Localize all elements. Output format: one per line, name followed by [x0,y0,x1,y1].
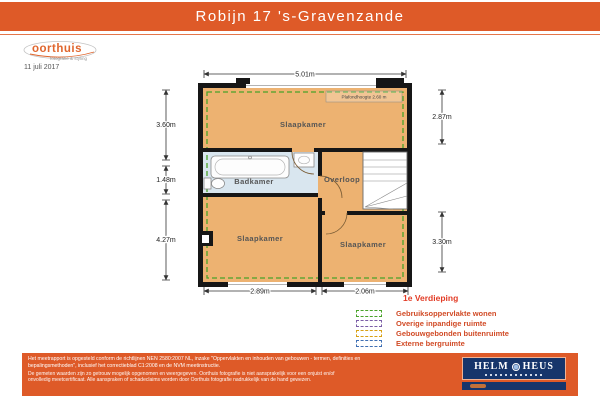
sink-icon [294,153,314,167]
logo-wordmark: oorthuis [32,43,82,55]
legend-item-bergruimte: Externe bergruimte [356,338,588,348]
svg-text:Plafondhoogte 2.60 m: Plafondhoogte 2.60 m [341,94,387,100]
room-label-landing: Overloop [323,175,361,184]
agency-logo-box [462,357,566,380]
room-label-bedroom-top: Slaapkamer [279,120,327,129]
bathtub-icon [211,156,289,178]
logo-tagline: fotografie & styling [50,56,88,61]
agency-logo-strip [462,382,566,390]
legend-item-inpandig: Overige inpandige ruimte [356,318,588,328]
legend-swatch-yellow [356,330,382,337]
room-label-bedroom-bottom-right: Slaapkamer [339,240,387,249]
dim-top-width: 5.01m [295,71,315,79]
dim-bottom-right: 2.06m [355,288,375,296]
dim-left-middle: 1.48m [156,177,176,184]
legend [356,293,588,348]
dim-right-bottom: 3.30m [432,239,452,246]
legend-swatch-green [356,310,382,317]
agency-emblem-icon [512,363,520,371]
staircase-icon [363,152,407,209]
footer-bar [22,353,578,396]
dim-left-top: 3.60m [156,122,176,129]
agency-name-left: HELM [474,361,509,372]
floor-name: 1e Verdieping [403,293,459,303]
room-label-bedroom-bottom-left: Slaapkamer [236,234,284,243]
agency-subtitle-rule [485,374,543,376]
agency-strip-mark [470,384,486,388]
legend-swatch-purple [356,320,382,327]
dim-right-top: 2.87m [432,114,452,121]
agency-logo [462,357,566,390]
legend-swatch-blue [356,340,382,347]
agency-name-right: HEUS [522,361,554,372]
disclaimer-text-2: De gemeten waarden zijn zo getrouw mogelijk opgenomen en weergegeven. Oorthuis fotografie is niet aansprakelijk voor een onjuist en/of onvolledig meetcertificaat. Alle aanspraken of schadeclaims worden door Oorthuis fotografie nadrukkelijk van de hand gewezen. [28,371,335,383]
report-date: 11 juli 2017 [24,64,60,71]
disclaimer-text-1: Het meetrapport is opgesteld conform de richtlijnen NEN 2580:2007 NL, inzake "Oppervlakten en inhouden van gebouwen - termen, definities en bepalingsmethoden", inclusief het correctieblad C1:2008 en de NVM meetinstructie. [28,356,361,369]
room-label-bathroom: Badkamer [234,177,274,186]
ceiling-note [326,91,402,102]
toilet-icon [204,178,225,189]
legend-item-wonen: Gebruiksoppervlakte wonen [356,308,588,318]
dim-bottom-left: 2.89m [250,288,270,296]
legend-item-buitenruimte: Gebouwgebonden buitenruimte [356,328,588,338]
page-title: Robijn 17 's-Gravenzande [195,8,405,25]
dim-left-bottom: 4.27m [156,237,176,244]
